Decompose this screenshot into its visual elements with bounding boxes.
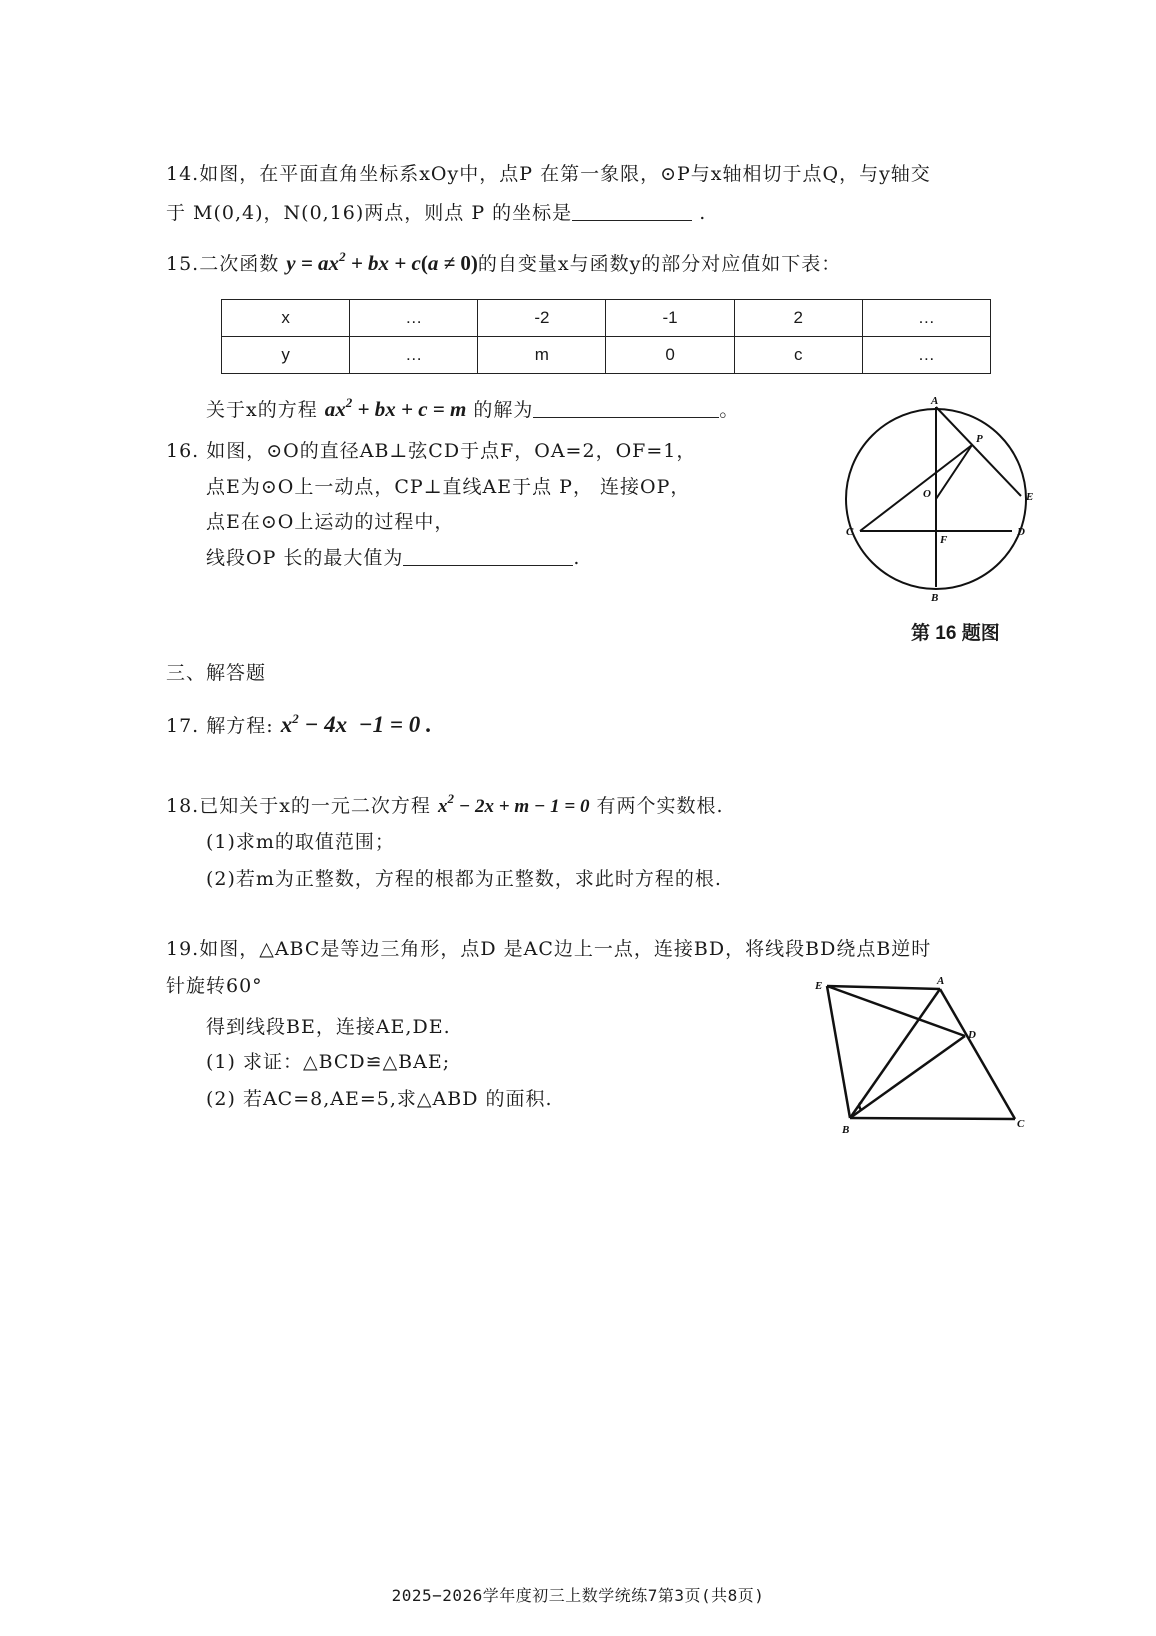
table-cell: m — [478, 337, 606, 374]
table-cell: … — [350, 300, 478, 337]
q18-formula: $x^2 - 2x + m - 1 = 0$ — [437, 791, 590, 817]
table-cell: -1 — [606, 300, 734, 337]
q15-q-prefix: 关于x的方程 — [206, 399, 318, 421]
q19-line2: 针旋转60° — [166, 975, 263, 997]
table-cell: x — [222, 300, 350, 337]
q18-suffix: 有两个实数根. — [596, 795, 724, 817]
fig16-label-b: B — [931, 592, 939, 604]
q14-line2-text: 于 M(0,4)，N(0,16)两点，则点 P 的坐标是 — [166, 202, 573, 224]
table-cell: y — [222, 337, 350, 374]
q15-prefix: 15.二次函数 — [166, 253, 280, 275]
q16-line4-end: . — [573, 547, 581, 569]
section-title: 三、解答题 — [166, 662, 267, 684]
q15-q-end: 。 — [719, 399, 740, 421]
fig16-label-o: O — [923, 488, 931, 500]
table-cell: … — [862, 337, 990, 374]
q16-line4-text: 线段OP 长的最大值为 — [206, 547, 404, 569]
fig16-label-p: P — [976, 433, 983, 445]
q16-line4 — [206, 545, 580, 571]
table-cell: 0 — [606, 337, 734, 374]
fig19-label-a: A — [937, 975, 945, 987]
fig19-label-d: D — [968, 1029, 976, 1041]
fig19-label-e: E — [815, 980, 823, 992]
fig16-label-d: D — [1017, 526, 1025, 538]
fig16-label-c: C — [846, 526, 854, 538]
table-cell: c — [734, 337, 862, 374]
q14-line2-end: . — [699, 202, 707, 224]
q15-suffix: 的自变量x与函数y的部分对应值如下表： — [477, 253, 842, 275]
table-cell: … — [350, 337, 478, 374]
value-table — [221, 299, 991, 374]
q15-question-line — [206, 396, 739, 423]
q17-prefix: 17. 解方程: — [166, 715, 274, 737]
q14-line2 — [166, 200, 706, 226]
q18-prefix: 18.已知关于x的一元二次方程 — [166, 795, 431, 817]
table-row-y — [222, 337, 991, 374]
q18-line1 — [166, 793, 724, 820]
q16-line1: 16. 如图，⊙O的直径AB⊥弦CD于点F，OA=2，OF=1， — [166, 440, 697, 462]
q15-answer-blank — [533, 397, 719, 418]
table-cell: -2 — [478, 300, 606, 337]
fig16-label-f: F — [940, 534, 948, 546]
fig19-label-b: B — [842, 1124, 850, 1136]
q18-part2: (2)若m为正整数，方程的根都为正整数，求此时方程的根. — [206, 868, 722, 890]
table-row-x — [222, 300, 991, 337]
q19-part1: (1) 求证：△BCD≌△BAE; — [206, 1051, 451, 1073]
fig16-label-e: E — [1026, 491, 1034, 503]
q15-line1 — [166, 250, 841, 277]
page-footer: 2025−2026学年度初三上数学统练7第3页(共8页) — [391, 1586, 765, 1605]
q18-part1: (1)求m的取值范围； — [206, 831, 395, 853]
q16-answer-blank — [403, 545, 573, 566]
q16-circle-figure — [840, 395, 1060, 605]
q19-triangle-figure — [815, 972, 1050, 1147]
q19-part2: (2) 若AC=8,AE=5,求△ABD 的面积. — [206, 1088, 553, 1110]
fig16-label-a: A — [931, 395, 939, 407]
q15-formula: $y = ax^2$ + bx + c(a ≠ 0) — [286, 249, 478, 275]
q16-line2: 点E为⊙O上一动点，CP⊥直线AE于点 P， 连接OP， — [206, 476, 691, 498]
q17-line — [166, 712, 432, 739]
table-cell: … — [862, 300, 990, 337]
q16-figure-caption: 第 16 题图 — [911, 623, 1000, 644]
q19-line3: 得到线段BE，连接AE,DE. — [206, 1016, 451, 1038]
q19-line1: 19.如图，△ABC是等边三角形，点D 是AC边上一点，连接BD，将线段BD绕点B逆时 — [166, 938, 932, 960]
table-cell: 2 — [734, 300, 862, 337]
fig19-label-c: C — [1017, 1118, 1025, 1130]
q14-answer-blank — [572, 200, 692, 221]
q14-line1: 14.如图，在平面直角坐标系xOy中，点P 在第一象限，⊙P与x轴相切于点Q，与y轴交 — [166, 163, 931, 185]
q16-line3: 点E在⊙O上运动的过程中， — [206, 511, 455, 533]
q15-q-formula: $ax^2$ + bx + c = m — [324, 395, 467, 421]
q15-q-suffix: 的解为 — [473, 399, 534, 421]
q17-formula: $x^2 - 4x -1 = 0$ . — [280, 711, 432, 737]
